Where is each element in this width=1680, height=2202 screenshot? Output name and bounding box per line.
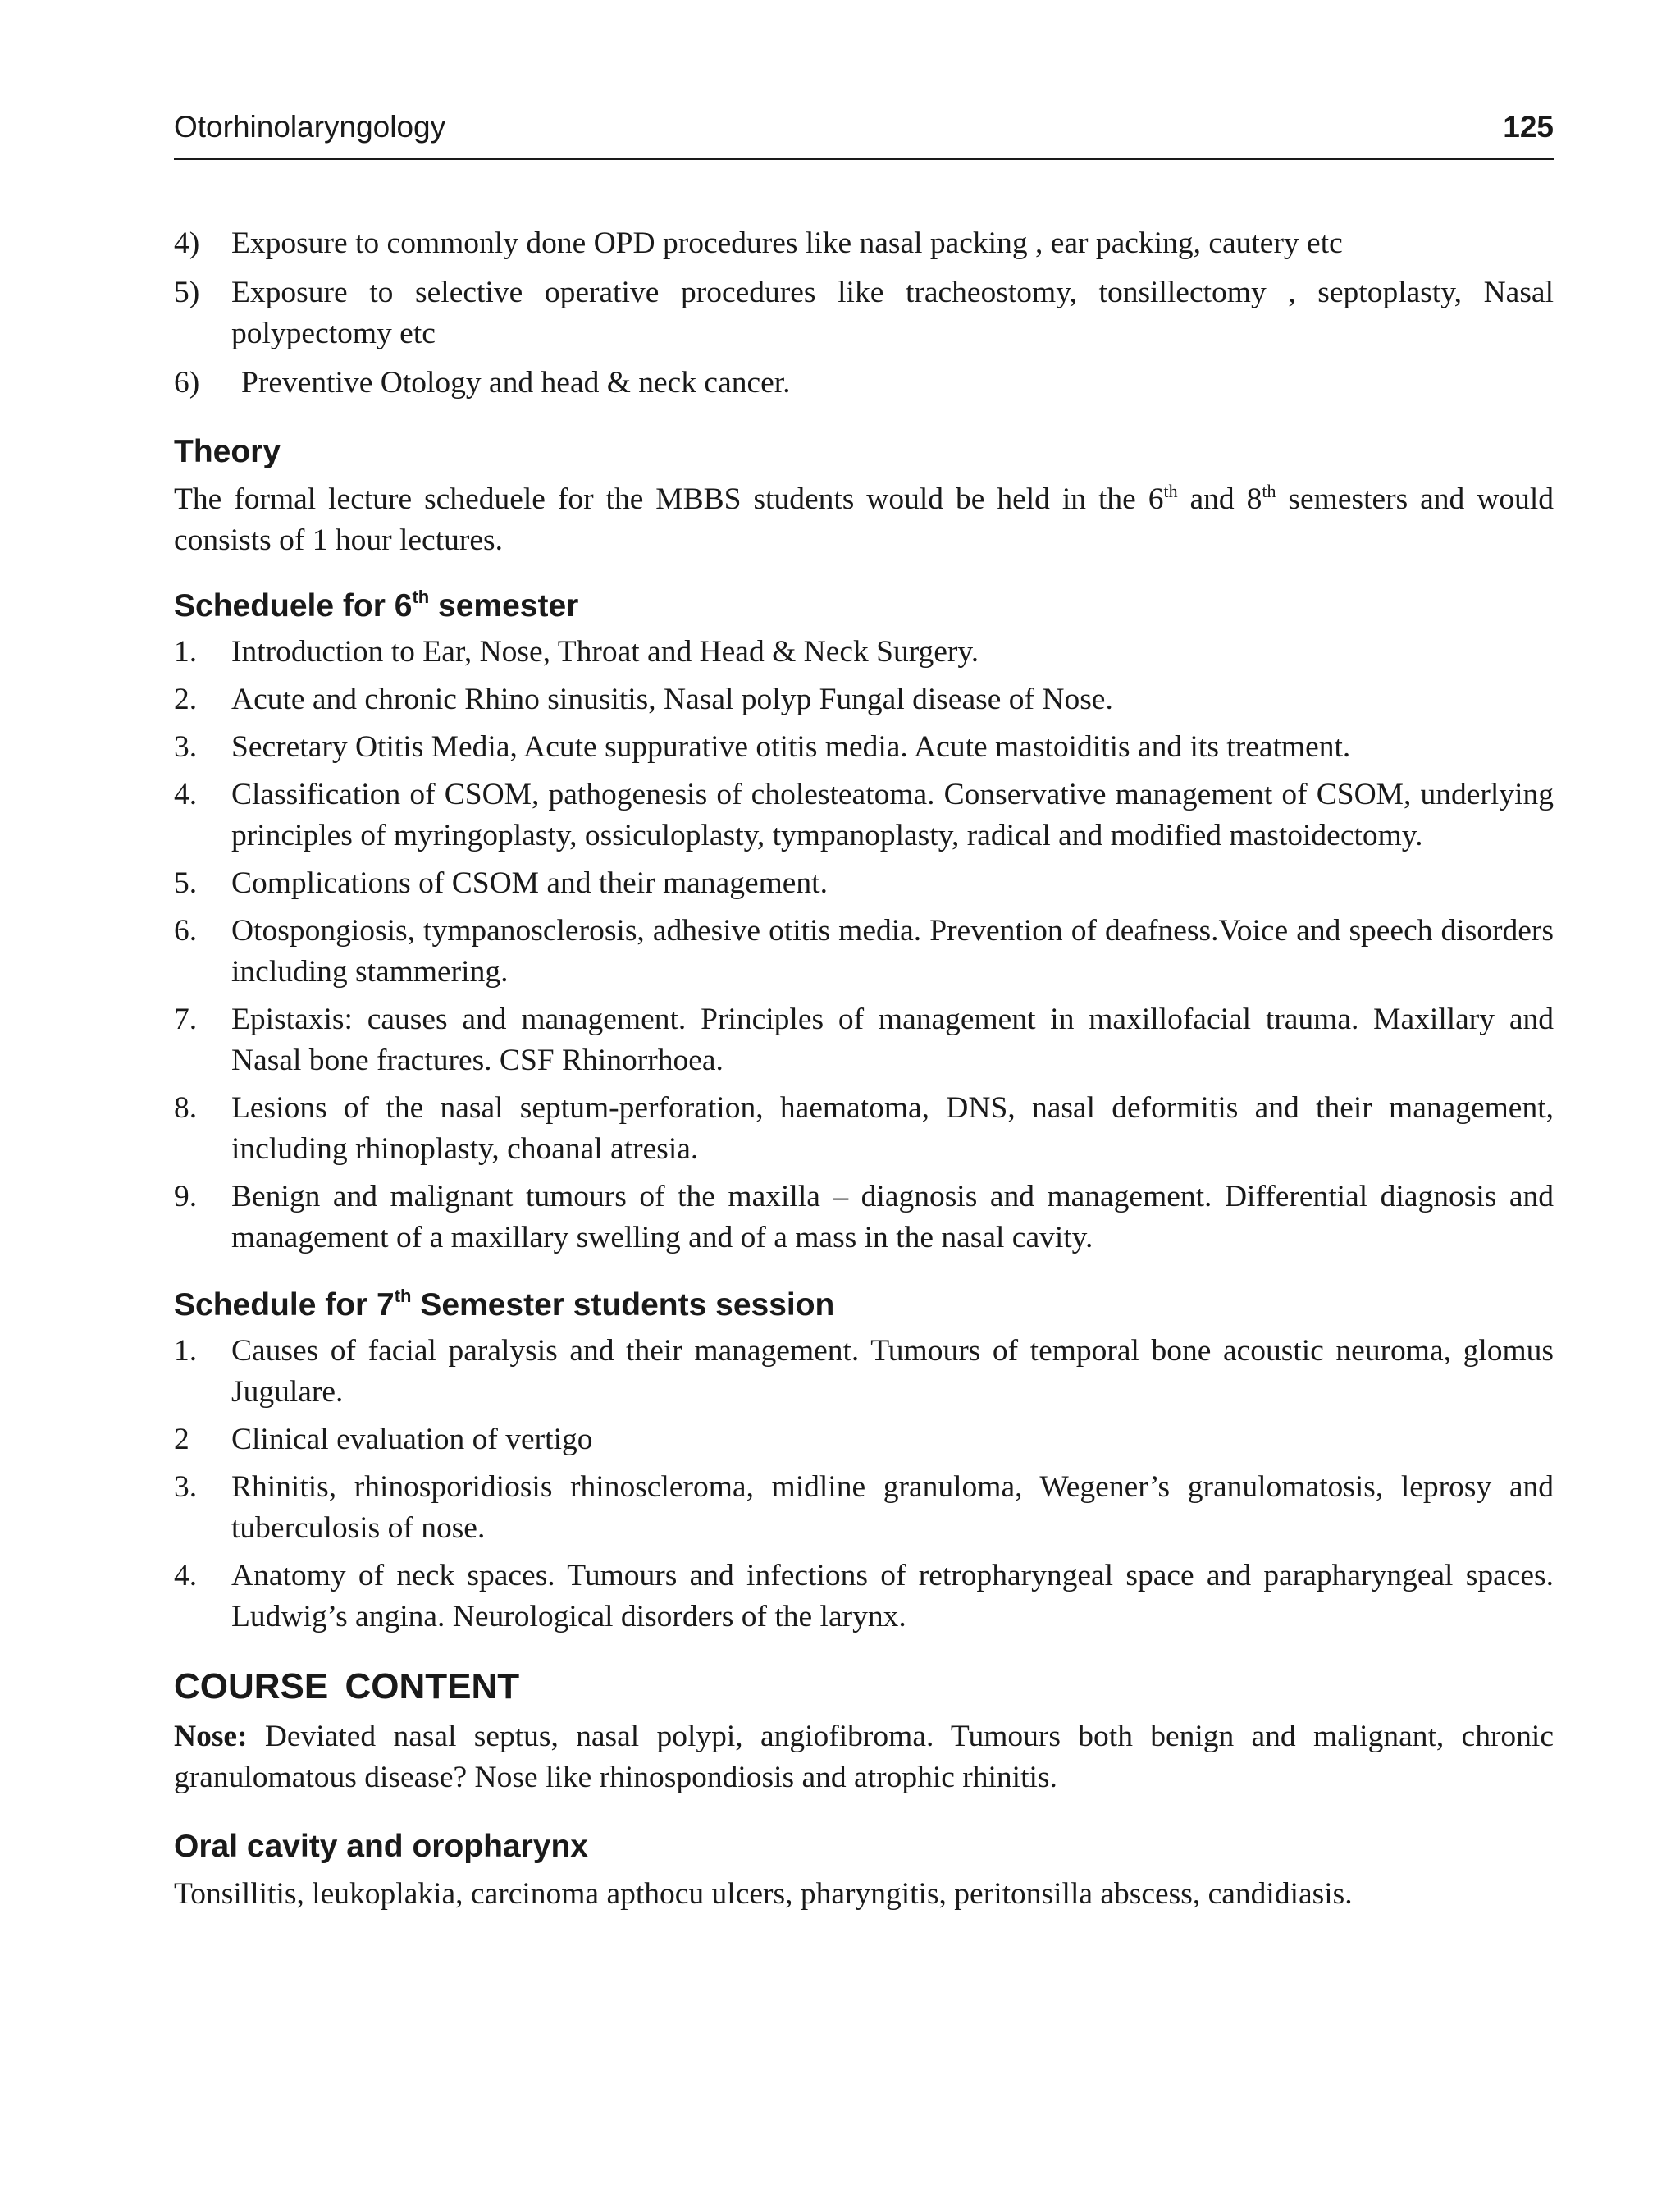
item-text: Introduction to Ear, Nose, Throat and Head & Neck Surgery. bbox=[231, 635, 979, 669]
list-item bbox=[174, 1556, 1554, 1638]
item-text: Clinical evaluation of vertigo bbox=[231, 1423, 593, 1456]
item-text: Acute and chronic Rhino sinusitis, Nasal polyp Fungal disease of Nose. bbox=[231, 683, 1113, 716]
course-content-heading: COURSE CONTENT bbox=[174, 1666, 520, 1706]
sem6-list bbox=[174, 632, 1554, 1259]
item-number: 6. bbox=[174, 914, 198, 948]
item-number: 8. bbox=[174, 1091, 198, 1125]
item-text: Rhinitis, rhinosporidiosis rhinoscleroma, midline granuloma, Wegener’s granulomatosis, leprosy and tuberculosis of nose. bbox=[231, 1470, 1554, 1545]
item-text: Lesions of the nasal septum-perforation, haematoma, DNS, nasal deformitis and their management, including rhinoplasty, choanal atresia. bbox=[231, 1091, 1554, 1166]
item-text: Complications of CSOM and their management. bbox=[231, 866, 828, 900]
item-text: Secretary Otitis Media, Acute suppurative otitis media. Acute mastoiditis and its treatment. bbox=[231, 730, 1351, 764]
running-title: Otorhinolaryngology bbox=[174, 110, 446, 144]
intro-list bbox=[174, 223, 1554, 404]
item-text: Exposure to commonly done OPD procedures like nasal packing , ear packing, cautery etc bbox=[231, 226, 1343, 260]
item-number: 5. bbox=[174, 866, 198, 900]
list-item bbox=[174, 1176, 1554, 1259]
item-text: Anatomy of neck spaces. Tumours and infections of retropharyngeal space and parapharyngeal spaces. Ludwig’s angina. Neurological disorders of the larynx. bbox=[231, 1559, 1554, 1633]
theory-paragraph: The formal lecture scheduele for the MBBS students would be held in the 6th and 8th semesters and would consists of 1 hour lectures. bbox=[174, 481, 1554, 557]
sem6-heading: Scheduele for 6th semester bbox=[174, 587, 579, 624]
list-item bbox=[174, 727, 1554, 768]
list-item bbox=[174, 999, 1554, 1081]
list-item bbox=[174, 632, 1554, 673]
oral-heading: Oral cavity and oropharynx bbox=[174, 1829, 589, 1864]
item-number: 1. bbox=[174, 635, 198, 669]
item-number: 3. bbox=[174, 730, 198, 764]
nose-paragraph bbox=[174, 1716, 1554, 1798]
nose-text: Deviated nasal septus, nasal polypi, angiofibroma. Tumours both benign and malignant, chronic granulomatous disease? Nose like rhinospondiosis and atrophic rhinitis. bbox=[174, 1720, 1554, 1794]
list-item bbox=[174, 1467, 1554, 1549]
page-header bbox=[174, 108, 1554, 160]
item-number: 7. bbox=[174, 1003, 198, 1036]
item-number: 6) bbox=[174, 366, 200, 400]
item-number: 3. bbox=[174, 1470, 198, 1504]
item-number: 2 bbox=[174, 1423, 189, 1456]
list-item bbox=[174, 774, 1554, 857]
item-text: Benign and malignant tumours of the maxilla – diagnosis and management. Differential diagnosis and management of a maxillary swelling and of a mass in the nasal cavity. bbox=[231, 1180, 1554, 1254]
item-number: 1. bbox=[174, 1334, 198, 1368]
sem7-heading: Schedule for 7th Semester students session bbox=[174, 1286, 835, 1323]
item-number: 9. bbox=[174, 1180, 198, 1213]
list-item bbox=[174, 223, 1554, 264]
item-text: Otospongiosis, tympanosclerosis, adhesive otitis media. Prevention of deafness.Voice and speech disorders including stammering. bbox=[231, 914, 1554, 989]
list-item bbox=[174, 1331, 1554, 1413]
item-number: 4) bbox=[174, 226, 200, 260]
oral-paragraph: Tonsillitis, leukoplakia, carcinoma apthocu ulcers, pharyngitis, peritonsilla abscess, candidiasis. bbox=[174, 1877, 1353, 1911]
list-item bbox=[174, 363, 1554, 404]
item-number: 4. bbox=[174, 1559, 198, 1592]
item-number: 5) bbox=[174, 276, 200, 309]
item-text: Epistaxis: causes and management. Principles of management in maxillofacial trauma. Maxillary and Nasal bone fractures. CSF Rhinorrhoea. bbox=[231, 1003, 1554, 1077]
sem7-list bbox=[174, 1331, 1554, 1638]
item-text: Preventive Otology and head & neck cancer. bbox=[241, 366, 791, 400]
list-item bbox=[174, 863, 1554, 904]
theory-heading: Theory bbox=[174, 434, 281, 469]
list-item bbox=[174, 1088, 1554, 1170]
nose-label: Nose: bbox=[174, 1720, 248, 1753]
item-text: Classification of CSOM, pathogenesis of cholesteatoma. Conservative management of CSOM, underlying principles of myringoplasty, ossiculoplasty, tympanoplasty, radical and modified mastoidectomy. bbox=[231, 778, 1554, 852]
list-item bbox=[174, 1419, 1554, 1460]
list-item bbox=[174, 911, 1554, 993]
page-number: 125 bbox=[1503, 110, 1554, 144]
item-number: 4. bbox=[174, 778, 198, 811]
item-number: 2. bbox=[174, 683, 198, 716]
list-item bbox=[174, 679, 1554, 720]
list-item bbox=[174, 272, 1554, 354]
item-text: Exposure to selective operative procedures like tracheostomy, tonsillectomy , septoplasty, Nasal polypectomy etc bbox=[231, 276, 1554, 350]
page-content bbox=[174, 223, 1554, 1915]
item-text: Causes of facial paralysis and their management. Tumours of temporal bone acoustic neuroma, glomus Jugulare. bbox=[231, 1334, 1554, 1409]
